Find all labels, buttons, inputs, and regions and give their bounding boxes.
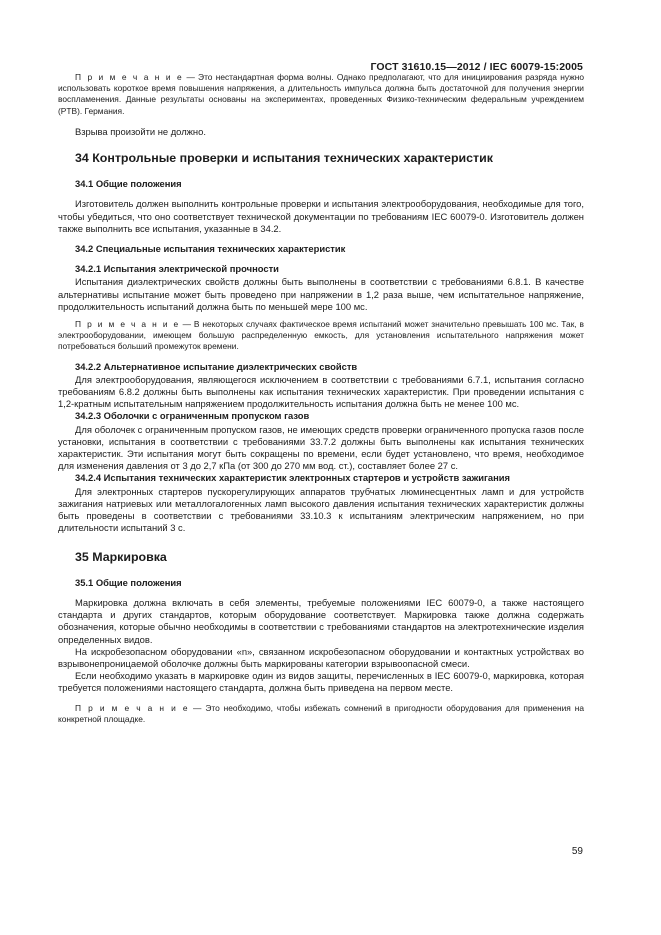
- section-heading-34-2: 34.2 Специальные испытания технических характеристик: [75, 243, 346, 255]
- body-paragraph: Для оболочек с ограниченным пропуском газов, не имеющих средств проверки ограниченного пропуска газов после установки, испытания в соответствии с требованиями 33.7.2 должны быть выполнены как испытания технических характеристик. Эти испытания могут быть сокращены по времени, если будет установлено, что время, необходимое для изменения давления от 3 до 2,7 кПа (от 300 до 270 мм вод. ст.), составляет более 27 с.: [58, 423, 584, 472]
- note-text: — Это необходимо, чтобы избежать сомнений в пригодности оборудования для применения на конкретной площадке.: [58, 702, 584, 724]
- page-number: 59: [571, 846, 583, 857]
- section-heading-34-2-4: 34.2.4 Испытания технических характеристик электронных стартеров и устройств зажигания: [75, 472, 511, 484]
- note-paragraph: [58, 703, 584, 725]
- body-paragraph: Для электронных стартеров пускорегулирующих аппаратов трубчатых люминесцентных ламп и для устройств зажигания натриевых или металлогалогенных ламп высокого давления испытания технических характеристик должны быть проведены в соответствии с требованиями 33.10.3 к испытаниям электрическим напряжением, но при длительности испытаний 3 с.: [58, 485, 584, 534]
- body-paragraph: На искробезопасном оборудовании «n», связанном искробезопасном оборудовании и контактных устройствах во взрывонепроницаемой оболочке должны быть маркированы категории взрывоопасной смеси.: [58, 645, 584, 669]
- section-heading-35-1: 35.1 Общие положения: [75, 576, 182, 588]
- body-paragraph: Для электрооборудования, являющегося исключением в соответствии с требованиями 6.7.1, испытания согласно требованиям 6.8.2 должны быть выполнены как испытания технических характеристик. При проведении испытания с 1,2-кратным испытательным напряжением продолжительность испытания должна быть не менее 100 мс.: [58, 373, 584, 410]
- body-paragraph: Изготовитель должен выполнить контрольные проверки и испытания электрооборудования, необходимые для того, чтобы убедиться, что оно соответствует технической документации по требованиям IEC 60079-0. Изготовитель должен также выполнить все испытания, указанные в 34.2.: [58, 198, 584, 234]
- note-paragraph: [58, 72, 584, 117]
- document-header: ГОСТ 31610.15—2012 / IEC 60079-15:2005: [370, 61, 583, 73]
- note-text: — Это нестандартная форма волны. Однако предполагают, что для инициирования разряда нужно использовать короткое время повышения напряжения, а длительность импульса должна быть достаточной для получения энергии воспламенения. Данные результаты основаны на экспериментах, проведенных Физико-техническим федеральным учреждением (PTB). Германия.: [58, 72, 584, 116]
- section-heading-34-1: 34.1 Общие положения: [75, 178, 182, 190]
- body-paragraph: Взрыва произойти не должно.: [75, 125, 206, 137]
- note-label: П р и м е ч а н и е: [75, 72, 184, 82]
- body-paragraph: Маркировка должна включать в себя элементы, требуемые положениями IEC 60079-0, а также настоящего стандарта и других стандартов, которым оборудование соответствует. Маркировка также должна содержать обозначения, которые обычно необходимы в соответствии с требованиями стандартов на электротехнические изделия определенных видов.: [58, 596, 584, 645]
- section-heading-34: 34 Контрольные проверки и испытания технических характеристик: [75, 151, 493, 166]
- section-heading-34-2-1: 34.2.1 Испытания электрической прочности: [75, 263, 279, 275]
- note-label: П р и м е ч а н и е: [75, 702, 190, 713]
- body-paragraph: Если необходимо указать в маркировке один из видов защиты, перечисленных в IEC 60079-0, маркировка, которая требуется положениями настоящего стандарта, должна быть приведена на первом месте.: [58, 670, 584, 694]
- note-paragraph: [58, 319, 584, 353]
- page-content: [58, 72, 584, 725]
- note-label: П р и м е ч а н и е: [75, 319, 180, 330]
- note-text: — В некоторых случаях фактическое время испытаний может значительно превышать 100 мс. Так, в электрооборудовании, имеющем большую распределенную емкость, для установления испытательного напряжения может потребоваться больший промежуток времени.: [58, 319, 584, 352]
- section-heading-35: 35 Маркировка: [75, 549, 167, 564]
- section-heading-34-2-2: 34.2.2 Альтернативное испытание диэлектрических свойств: [75, 360, 358, 372]
- body-paragraph: Испытания диэлектрических свойств должны быть выполнены в соответствии с требованиями 6.8.1. В качестве альтернативы испытание может быть проведено при напряжении в 1,2 раза выше, чем испытательное напряжение, продолжительность испытаний должна быть по меньшей мере 100 мс.: [58, 276, 584, 312]
- section-heading-34-2-3: 34.2.3 Оболочки с ограниченным пропуском газов: [75, 410, 310, 422]
